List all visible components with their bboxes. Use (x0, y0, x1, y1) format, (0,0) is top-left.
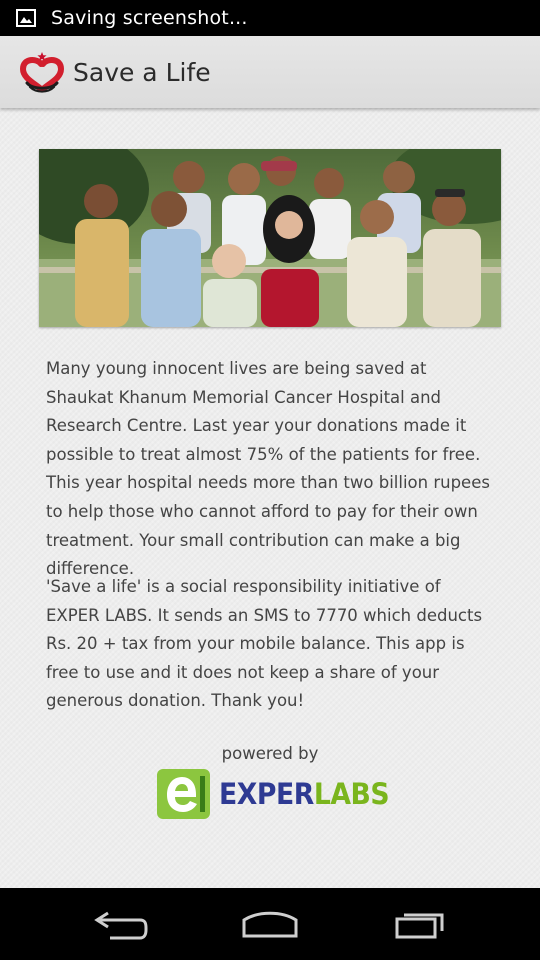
status-notification-text: Saving screenshot... (51, 7, 248, 29)
brand-part-exper: EXPER (219, 777, 314, 811)
navigation-bar (0, 888, 540, 960)
action-bar (0, 36, 540, 108)
hero-photo-children (39, 149, 501, 327)
brand-part-labs: LABS (313, 777, 390, 811)
main-content (0, 108, 540, 888)
app-title: Save a Life (73, 57, 211, 87)
back-icon[interactable] (88, 906, 152, 946)
experlabs-wordmark (219, 777, 389, 811)
image-icon (16, 9, 36, 27)
save-a-life-logo-icon[interactable] (17, 50, 67, 94)
home-icon[interactable] (238, 906, 302, 946)
intro-paragraph: Many young innocent lives are being saved at Shaukat Khanum Memorial Cancer Hospital and Research Centre. Last year your donations made it possible to treat almost 75% of the patients for free. This year hospital needs more than two billion rupees to help those who cannot afford to pay for their own treatment. Your small contribution can make a big difference. (46, 359, 490, 579)
experlabs-e-icon (156, 768, 211, 820)
initiative-paragraph: 'Save a life' is a social responsibility initiative of EXPER LABS. It sends an SMS to 7770 which deducts Rs. 20 + tax from your mobile balance. This app is free to use and it does not keep a share of your generous donation. Thank you! (46, 577, 483, 711)
experlabs-logo[interactable] (156, 768, 404, 820)
powered-by-label: powered by (221, 744, 319, 763)
recents-icon[interactable] (388, 906, 452, 946)
status-bar (0, 0, 540, 36)
